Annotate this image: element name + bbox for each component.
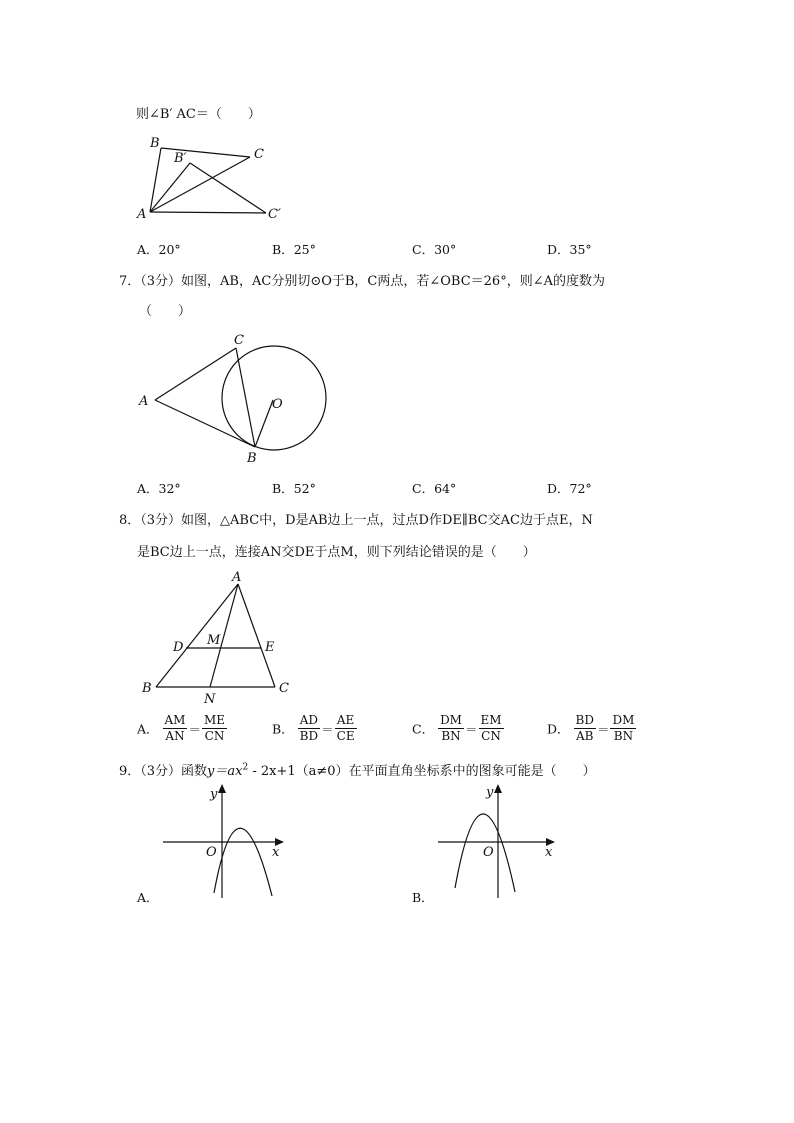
q6-label-C: C bbox=[254, 147, 264, 162]
q9a-label-x: x bbox=[272, 845, 280, 860]
q8-label-E: E bbox=[265, 640, 275, 655]
q9b-y-arrow bbox=[494, 784, 502, 793]
q6-option-d: D．35° bbox=[547, 242, 592, 257]
q8-stem-line1: 8．（3分）如图，△ABC中，D是AB边上一点，过点D作DE∥BC交AC边于点E，N bbox=[119, 513, 593, 528]
q9-stem: 9．（3分）函数$y=ax^2 - 2x+1(a\ne 0)$在平面直角坐标系中的图象可能是（ ） bbox=[119, 762, 596, 779]
q6-option-c: C．30° bbox=[412, 242, 457, 257]
q9b-label-o: O bbox=[483, 845, 494, 860]
q7-option-b: B．52° bbox=[272, 481, 316, 496]
q6-label-Cp: C′ bbox=[268, 207, 281, 222]
q8-label-B: B bbox=[142, 681, 152, 696]
q9-option-b: B． bbox=[412, 890, 434, 905]
q6-label-A: A bbox=[137, 207, 147, 222]
q8-option-b: B． $\frac{AD}{BD}$ ＝ $\frac{AE}{CE}$ bbox=[272, 713, 355, 743]
q8-label-C: C bbox=[279, 681, 289, 696]
q6-option-b: B．25° bbox=[272, 242, 316, 257]
q7-option-d: D．72° bbox=[547, 481, 592, 496]
q8-label-M: M bbox=[207, 633, 221, 648]
q7-stem-line1: 7．（3分）如图，AB，AC分别切⊙O于B，C两点，若∠OBC＝26°，则∠A的度数为 bbox=[119, 274, 605, 289]
q7-stem-line2: （ ） bbox=[139, 304, 192, 319]
q7-option-c: C．64° bbox=[412, 481, 457, 496]
q7-label-B: B bbox=[247, 451, 257, 466]
q7-label-A: A bbox=[139, 394, 149, 409]
q8-option-c: C． $\frac{DM}{BN}$ ＝ $\frac{EM}{CN}$ bbox=[412, 713, 502, 743]
q9a-label-o: O bbox=[206, 845, 217, 860]
q8-label-A: A bbox=[232, 570, 242, 585]
q6-tail-text: 则∠B′ AC＝（ ） bbox=[136, 107, 261, 122]
q8-label-D: D bbox=[173, 640, 184, 655]
q8-stem-line2: 是BC边上一点，连接AN交DE于点M，则下列结论错误的是（ ） bbox=[137, 545, 536, 560]
q9-option-a: A． bbox=[137, 890, 159, 905]
q7-label-C: C bbox=[234, 333, 244, 348]
q7-option-a: A．32° bbox=[137, 481, 181, 496]
q9b-label-y: y bbox=[486, 785, 494, 800]
q6-label-B: B bbox=[150, 136, 160, 151]
q8-option-a: A． $\frac{AM}{AN}$ ＝ $\frac{ME}{CN}$ bbox=[137, 713, 226, 743]
q8-label-N: N bbox=[204, 692, 216, 707]
q6-label-Bp: B′ bbox=[174, 151, 187, 166]
q9a-label-y: y bbox=[210, 787, 218, 802]
q8-option-d: D． $\frac{BD}{AB}$ ＝ $\frac{DM}{BN}$ bbox=[547, 713, 635, 743]
q9b-label-x: x bbox=[545, 845, 553, 860]
q7-label-O: O bbox=[272, 397, 283, 412]
q6-option-a: A．20° bbox=[137, 242, 181, 257]
